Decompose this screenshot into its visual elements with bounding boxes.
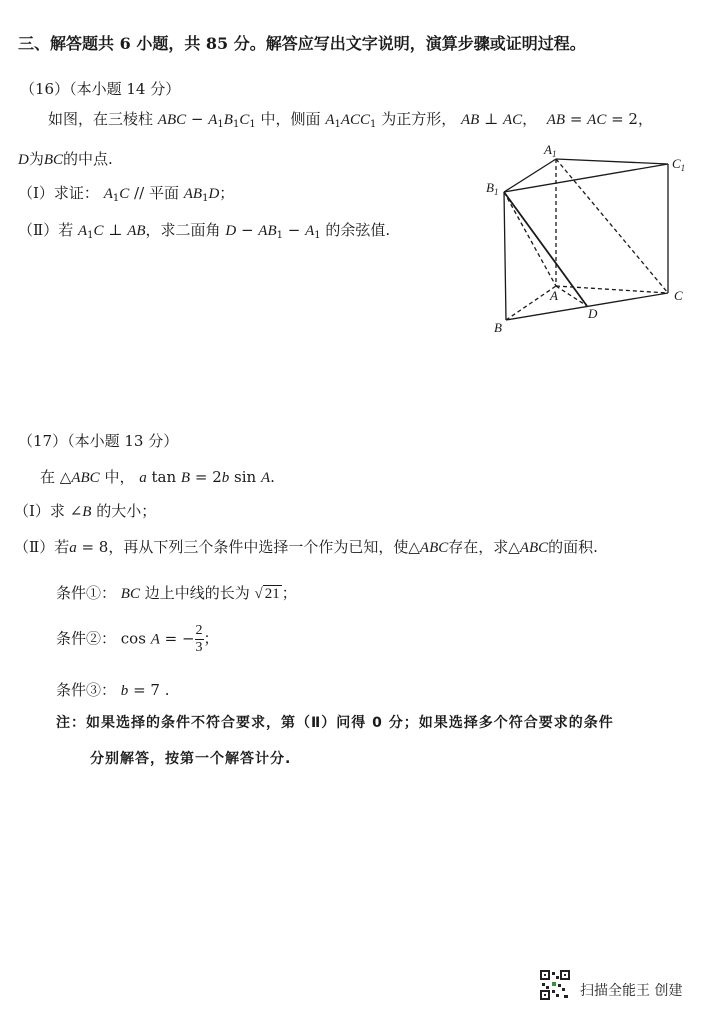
label-a1: $A_1$ — [544, 142, 557, 159]
edge-bc — [506, 293, 668, 320]
edge-a1c1 — [556, 159, 668, 164]
segment-b1a — [504, 192, 556, 286]
q17-note-line1: 注：如果选择的条件不符合要求，第（Ⅱ）问得 0 分；如果选择多个符合要求的条件 — [56, 715, 614, 731]
q16-intro: 如图，在三棱柱 ABC − $A_1B_1C_1$ 中，侧面 $A_1ACC_1$ 为正方形， AB ⊥ AC， AB = AC = 2， — [48, 110, 653, 130]
edge-b1c1 — [504, 164, 668, 192]
q17-intro: 在 △ABC 中， a tan B = 2b sin A. — [40, 468, 275, 486]
q17-condition-3: 条件③： b = 7 . — [56, 681, 170, 699]
q17-part1: （Ⅰ）求 ∠B 的大小； — [14, 502, 157, 520]
q16-part2: （Ⅱ）若 $A_1C$ ⊥ AB，求二面角 $D - AB_1 - A_1$ 的余弦值. — [18, 221, 391, 241]
q17-condition-2: 条件②： cos A = − $\frac{2}{3}$ ； — [56, 623, 219, 655]
segment-a1c — [556, 159, 668, 293]
qr-code-icon — [540, 970, 570, 1000]
q17-note-line2: 分别解答，按第一个解答计分. — [90, 751, 292, 767]
q16-number: （16）（本小题 14 分） — [20, 80, 181, 98]
label-b: B — [494, 320, 502, 335]
edge-bb1 — [504, 192, 506, 320]
camscanner-watermark: 扫描全能王 创建 — [580, 983, 683, 999]
label-a: A — [550, 288, 558, 303]
q16-part1: （Ⅰ）求证： $A_1C$ // 平面 $AB_1D$； — [18, 184, 235, 204]
label-c: C — [674, 288, 683, 303]
section-heading: 三、解答题共 6 小题，共 85 分。解答应写出文字说明，演算步骤或证明过程。 — [18, 34, 586, 53]
label-b1: $B_1$ — [486, 180, 499, 197]
segment-ad — [556, 286, 587, 306]
q17-part2: （Ⅱ）若a = 8，再从下列三个条件中选择一个作为已知，使△ABC存在，求△ABC的面积. — [14, 538, 598, 556]
edge-ba — [506, 286, 556, 320]
q17-condition-1: 条件①： BC 边上中线的长为 √ 21 ； — [56, 584, 297, 602]
label-d: D — [588, 306, 598, 321]
label-c1: $C_1$ — [672, 156, 686, 173]
q16-midpoint-line: D为BC的中点. — [18, 150, 113, 168]
segment-b1d — [504, 192, 587, 306]
prism-figure — [482, 140, 702, 340]
q17-number: （17）（本小题 13 分） — [18, 432, 179, 450]
